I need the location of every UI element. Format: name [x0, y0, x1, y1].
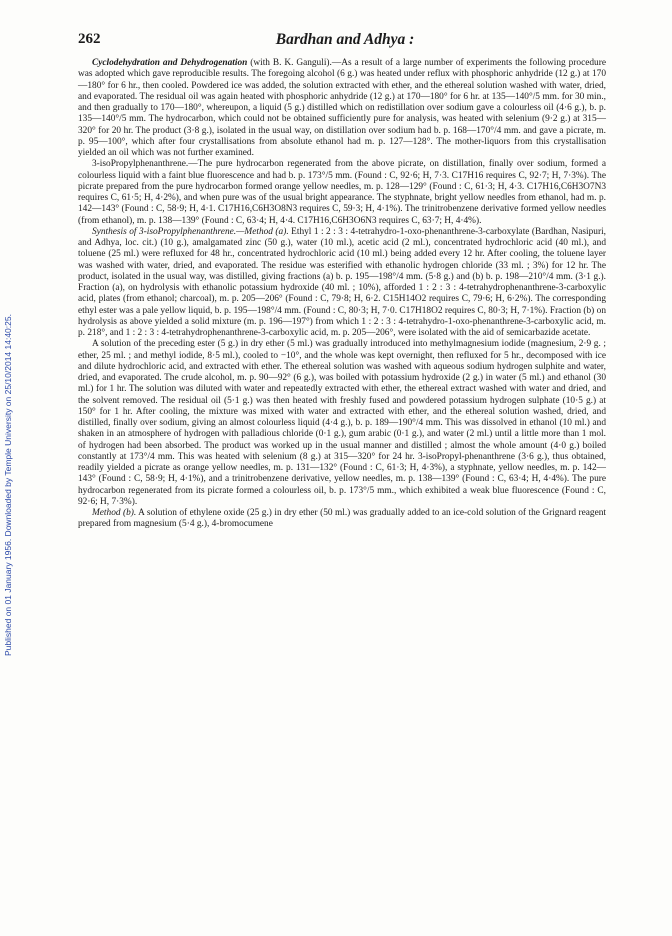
paragraph-isopropylphenanthrene [78, 159, 606, 227]
paragraph-synthesis-method-a [78, 227, 606, 340]
paragraph-lead: Cyclodehydration and Dehydrogenation [92, 58, 248, 68]
paragraph-lead: Synthesis of 3-isoPropylphenanthrene.—Method (a). [92, 226, 289, 237]
paragraph-grignard-ester [78, 339, 606, 508]
paragraph-text: (with B. K. Ganguli).—As a result of a large number of experiments the following procedure was adopted which gave reproducible results. The foregoing alcohol (6 g.) was heated under reflux with phosphoric anhydride (12 g.) at 170—180° for 6 hr., then cooled. Powdered ice was added, the solution extracted with ether, and the ethereal solution washed with water, dried, and evaporated. The residual oil was again heated with phosphoric anhydride (12 g.) at 170—180° for 6 hr. at 135—140°/5 mm. for 30 min., and then gradually to 170—180°, whereupon, a liquid (5 g.) distilled which on redistillation over sodium gave a colourless oil (4·6 g.), b. p. 135—140°/5 mm. The hydrocarbon, which could not be obtained sufficiently pure for analysis, was heated with selenium (9·2 g.) at 315—320° for 20 hr. The product (3·8 g.), isolated in the usual way, on distillation over sodium had b. p. 168—170°/4 mm. and gave a picrate, m. p. 95—100°, which after four crystallisations from absolute ethanol had m. p. 127—128°. The mother-liquors from this crystallisation yielded an oil which was not further examined. [78, 58, 606, 158]
paragraph-text: A solution of ethylene oxide (25 g.) in dry ether (50 ml.) was gradually added to an ice-cold solution of the Grignard reagent prepared from magnesium (5·4 g.), 4-bromocumene [78, 508, 606, 530]
paragraph-text: 3-isoPropylphenanthrene.—The pure hydrocarbon regenerated from the above picrate, on distillation, finally over sodium, formed a colourless liquid with a faint blue fluorescence and had b. p. 173°/5 mm. (Found : C, 92·6; H, 7·3. C17H16 requires C, 92·7; H, 7·3%). The picrate prepared from the pure hydrocarbon formed orange yellow needles, m. p. 128—129° (Found : C, 61·3; H, 4·3. C17H16,C6H3O7N3 requires C, 61·5; H, 4·2%), and when pure was of the usual bright appearance. The styphnate, bright yellow needles from ethanol, had m. p. 142—143° (Found : C, 58·9; H, 4·1. C17H16,C6H3O8N3 requires C, 59·3; H, 4·1%). The trinitrobenzene derivative formed yellow needles (from ethanol), m. p. 138—139° (Found : C, 63·4; H, 4·4. C17H16,C6H3O6N3 requires C, 63·7; H, 4·4%). [78, 159, 606, 226]
page-header [78, 31, 612, 53]
running-title: Bardhan and Adhya : [275, 31, 415, 48]
paragraph-cyclodehydration [78, 58, 606, 159]
paragraph-method-b [78, 508, 606, 531]
download-watermark: Published on 01 January 1956. Downloaded by Temple University on 25/10/2014 14:40:25. [3, 314, 13, 656]
paragraph-text: Ethyl 1 : 2 : 3 : 4-tetrahydro-1-oxo-phenanthrene-3-carboxylate (Bardhan, Nasipuri, and Adhya, loc. cit.) (10 g.), amalgamated zinc (50 g.), water (10 ml.), acetic acid (2 ml.), concentrated hydrochloric acid (40 ml.), and toluene (25 ml.) were refluxed for 48 hr., concentrated hydrochloric acid (10 ml.) being added every 12 hr. After cooling, the toluene layer was washed with water, dried, and evaporated. The residue was esterified with ethanolic hydrogen chloride (33 ml. ; 3%) for 12 hr. The product, isolated in the usual way, was distilled, giving fractions (a) b. p. 195—198°/4 mm. (5·8 g.) and (b) b. p. 198—210°/4 mm. (3·1 g.). Fraction (a), on hydrolysis with ethanolic potassium hydroxide (40 ml. ; 10%), afforded 1 : 2 : 3 : 4-tetrahydrophenanthrene-3-carboxylic acid, plates (from ethanol; charcoal), m. p. 205—206° (Found : C, 79·8; H, 6·2. C15H14O2 requires C, 79·6; H, 6·2%). The corresponding ethyl ester was a pale yellow liquid, b. p. 195—198°/4 mm. (Found : C, 80·3; H, 7·0. C17H18O2 requires C, 80·3; H, 7·1%). Fraction (b) on hydrolysis as above yielded a solid mixture (m. p. 196—197°) from which 1 : 2 : 3 : 4-tetrahydro-1-oxo-phenanthrene-3-carboxylic acid, m. p. 218°, and 1 : 2 : 3 : 4-tetrahydrophenanthrene-3-carboxylic acid, m. p. 205—206°, were isolated with the aid of semicarbazide acetate. [78, 226, 606, 338]
page-number: 262 [78, 31, 101, 47]
paragraph-lead: Method (b). [92, 508, 137, 518]
paragraph-text: A solution of the preceding ester (5 g.) in dry ether (5 ml.) was gradually introduced into methylmagnesium iodide (magnesium, 2·9 g. ; ether, 25 ml. ; and methyl iodide, 8·5 ml.), cooled to −10°, and the whole was kept overnight, then refluxed for 5 hr., decomposed with ice and dilute hydrochloric acid, and extracted with ether. The ethereal solution was washed with aqueous sodium hydrogen sulphite and water, dried, and evaporated. The crude alcohol, m. p. 90—92° (6 g.), was boiled with potassium hydroxide (2 g.) in water (5 ml.) and ethanol (30 ml.) for 1 hr. The solution was diluted with water and repeatedly extracted with ether, the ethereal extract washed with water and dried, and the solvent removed. The residual oil (5·1 g.) was then heated with freshly fused and powdered potassium hydrogen sulphate (10·5 g.) at 150° for 1 hr. After cooling, the mixture was mixed with water and extracted with ether, and the ethereal solution washed, dried, and distilled, finally over sodium, giving an almost colourless liquid (4·4 g.), b. p. 189—190°/4 mm. This was dissolved in ethanol (10 ml.) and shaken in an atmosphere of hydrogen with palladious chloride (0·1 g.), gum arabic (0·1 g.), and water (2 ml.) until a little more than 1 mol. of hydrogen had been absorbed. The product was worked up in the usual manner and distilled ; almost the whole amount (4·0 g.) boiled constantly at 173°/4 mm. This was heated with selenium (8 g.) at 315—320° for 24 hr. 3-isoPropyl-phenanthrene (3·6 g.), thus obtained, readily yielded a picrate as orange yellow needles, m. p. 131—132° (Found : C, 61·3; H, 4·3%), a styphnate, yellow needles, m. p. 142—143° (Found : C, 58·9; H, 4·1%), and a trinitrobenzene derivative, yellow needles, m. p. 138—139° (Found : C, 63·4; H, 4·4%). The pure hydrocarbon regenerated from its picrate formed a colourless oil, b. p. 173°/5 mm., which exhibited a weak blue fluorescence (Found : C, 92·6; H, 7·3%). [78, 339, 606, 507]
article-body [78, 58, 606, 531]
